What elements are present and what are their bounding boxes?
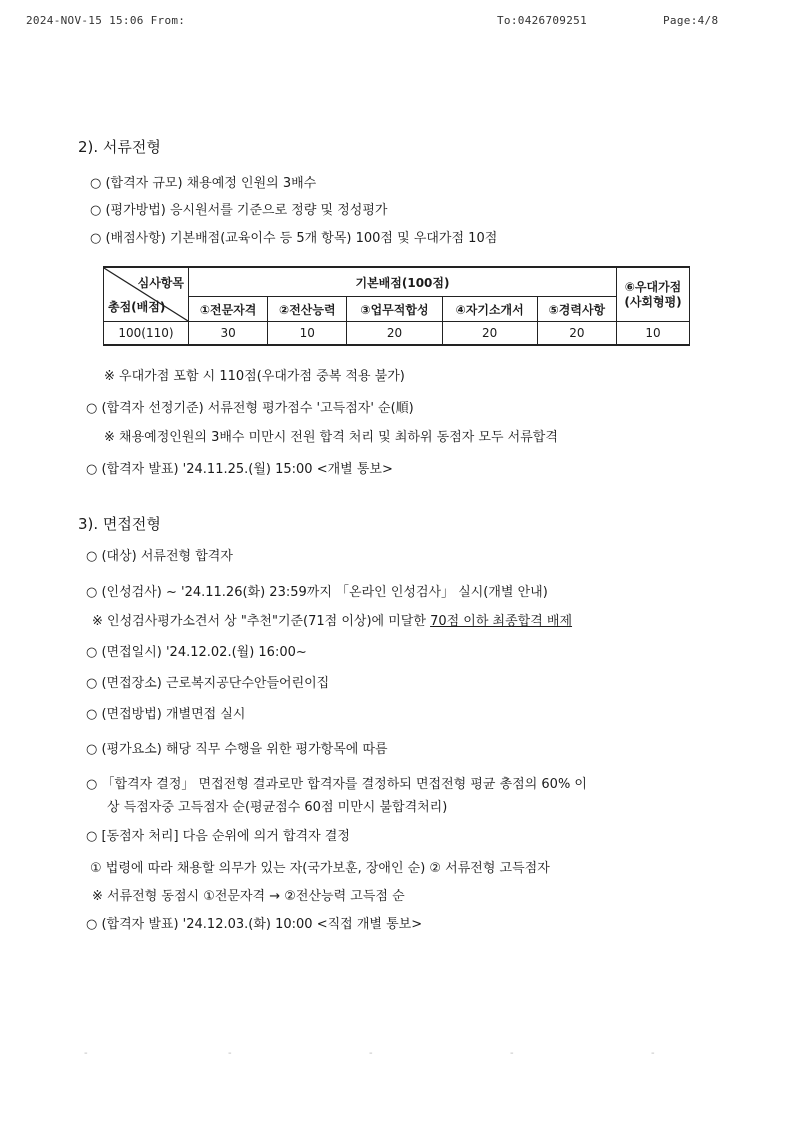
score-table [103, 266, 690, 346]
section-2-item-1: ○ (합격자 규모) 채용예정 인원의 3배수 [90, 176, 317, 191]
tie-rule: ① 법령에 따라 채용할 의무가 있는 자(국가보훈, 장애인 순) ② 서류전형 고득점자 [90, 861, 550, 876]
decision-line-1: ○ 「합격자 결정」 면접전형 결과로만 합격자를 결정하되 면접전형 평균 총점의 60% 이 [86, 777, 587, 792]
table-col-header: ④자기소개서 [442, 297, 537, 322]
scan-mark: - [510, 1048, 514, 1059]
table-cell: 100(110) [104, 322, 189, 346]
table-col-header: ③업무적합성 [347, 297, 442, 322]
interview-target: ○ (대상) 서류전형 합격자 [86, 549, 233, 564]
fax-header-to: To:0426709251 [497, 14, 587, 27]
table-cell: 30 [189, 322, 268, 346]
selection-criteria-note: ※ 채용예정인원의 3배수 미만시 전원 합격 처리 및 최하위 동점자 모두 서류합격 [104, 430, 558, 445]
section-2-announcement: ○ (합격자 발표) '24.11.25.(월) 15:00 <개별 통보> [86, 462, 393, 477]
decision-line-2: 상 득점자중 고득점자 순(평균점수 60점 미만시 불합격처리) [107, 800, 448, 815]
section-2-item-2: ○ (평가방법) 응시원서를 기준으로 정량 및 정성평가 [90, 203, 388, 218]
evaluation-factor: ○ (평가요소) 해당 직무 수행을 위한 평가항목에 따름 [86, 742, 388, 757]
table-col-header: ②전산능력 [268, 297, 347, 322]
exclusion-text: 70점 이하 최종합격 배제 [430, 614, 573, 629]
selection-criteria: ○ (합격자 선정기준) 서류전형 평가점수 '고득점자' 순(順) [86, 401, 414, 416]
interview-method: ○ (면접방법) 개별면접 실시 [86, 707, 246, 722]
personality-test: ○ (인성검사) ~ '24.11.26(화) 23:59까지 「온라인 인성검사」 실시(개별 안내) [86, 585, 548, 600]
table-extra-header: ⑥우대가점 (사회형평) [617, 267, 690, 322]
table-cell: 10 [268, 322, 347, 346]
scan-mark: - [84, 1048, 88, 1059]
tie-note: ※ 서류전형 동점시 ①전문자격 → ②전산능력 고득점 순 [92, 889, 405, 904]
interview-place: ○ (면접장소) 근로복지공단수안들어린이집 [86, 676, 330, 691]
table-note: ※ 우대가점 포함 시 110점(우대가점 중복 적용 불가) [104, 369, 405, 384]
table-group-header: 기본배점(100점) [189, 267, 617, 297]
tie-handling: ○ [동점자 처리] 다음 순위에 의거 합격자 결정 [86, 829, 350, 844]
table-col-header: ⑤경력사항 [537, 297, 616, 322]
table-cell: 20 [537, 322, 616, 346]
section-3-title: 3). 면접전형 [78, 515, 161, 533]
scan-mark: - [651, 1048, 655, 1059]
scan-mark: - [369, 1048, 373, 1059]
table-col-header: ①전문자격 [189, 297, 268, 322]
fax-header-page: Page:4/8 [663, 14, 719, 27]
scan-mark: - [228, 1048, 232, 1059]
table-cell: 20 [347, 322, 442, 346]
table-corner-top: 심사항목 [137, 276, 184, 290]
table-corner-cell [104, 267, 189, 322]
personality-test-note: ※ 인성검사평가소견서 상 "추천"기준(71점 이상)에 미달한 70점 이하 최종합격 배제 [92, 614, 573, 629]
section-3-announcement: ○ (합격자 발표) '24.12.03.(화) 10:00 <직접 개별 통보> [86, 917, 423, 932]
table-cell: 10 [617, 322, 690, 346]
section-2-item-3: ○ (배점사항) 기본배점(교육이수 등 5개 항목) 100점 및 우대가점 10점 [90, 231, 498, 246]
section-2-title: 2). 서류전형 [78, 138, 161, 156]
interview-date: ○ (면접일시) '24.12.02.(월) 16:00~ [86, 645, 307, 660]
table-corner-bottom: 총점(배점) [108, 300, 166, 314]
fax-header-datetime: 2024-NOV-15 15:06 From: [26, 14, 186, 27]
table-cell: 20 [442, 322, 537, 346]
